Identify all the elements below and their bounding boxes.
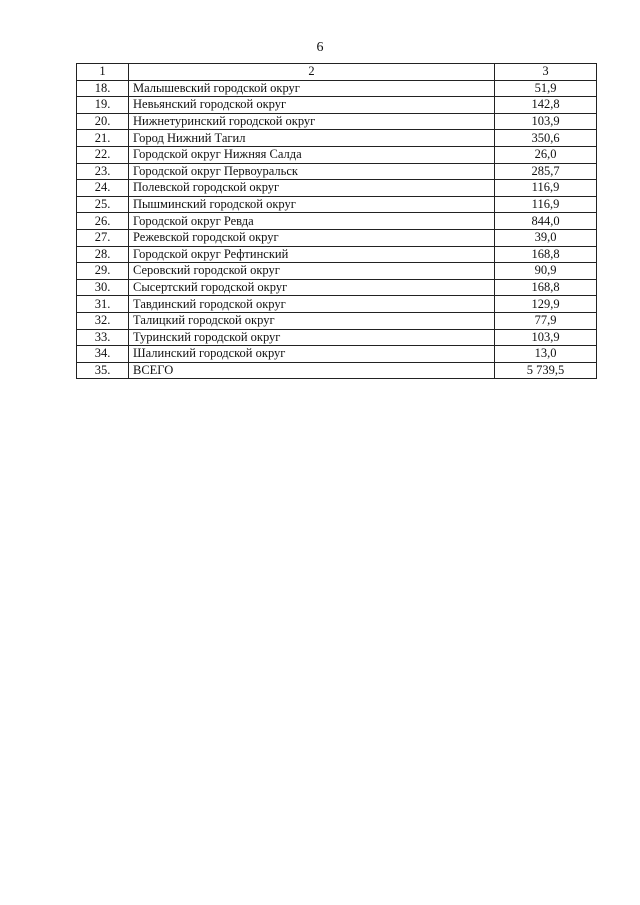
row-number-cell: 21.	[77, 130, 129, 147]
page-number: 6	[316, 40, 324, 55]
row-value-cell: 168,8	[495, 246, 597, 263]
row-value-cell: 168,8	[495, 279, 597, 296]
table-header-row	[77, 64, 597, 81]
row-number-cell: 30.	[77, 279, 129, 296]
table-row	[77, 163, 597, 180]
row-value-cell: 142,8	[495, 97, 597, 114]
row-number-cell: 35.	[77, 362, 129, 379]
row-name-cell: Сысертский городской округ	[129, 279, 495, 296]
row-number-cell: 23.	[77, 163, 129, 180]
row-number-cell: 26.	[77, 213, 129, 230]
table-row	[77, 346, 597, 363]
table-row	[77, 113, 597, 130]
table-row	[77, 329, 597, 346]
row-name-cell: Полевской городской округ	[129, 180, 495, 197]
table-row	[77, 312, 597, 329]
row-number-cell: 22.	[77, 146, 129, 163]
row-value-cell: 39,0	[495, 229, 597, 246]
header-cell-number: 1	[77, 64, 129, 81]
row-value-cell: 51,9	[495, 80, 597, 97]
row-name-cell: Шалинский городской округ	[129, 346, 495, 363]
table-row	[77, 146, 597, 163]
table-row	[77, 130, 597, 147]
row-value-cell: 5 739,5	[495, 362, 597, 379]
row-name-cell: Талицкий городской округ	[129, 312, 495, 329]
table-row	[77, 196, 597, 213]
table-row	[77, 229, 597, 246]
table-row	[77, 279, 597, 296]
row-number-cell: 28.	[77, 246, 129, 263]
row-number-cell: 19.	[77, 97, 129, 114]
row-number-cell: 29.	[77, 263, 129, 280]
row-number-cell: 18.	[77, 80, 129, 97]
row-number-cell: 33.	[77, 329, 129, 346]
row-number-cell: 31.	[77, 296, 129, 313]
table-row	[77, 213, 597, 230]
row-value-cell: 90,9	[495, 263, 597, 280]
table-row	[77, 97, 597, 114]
row-name-cell: ВСЕГО	[129, 362, 495, 379]
row-number-cell: 34.	[77, 346, 129, 363]
row-name-cell: Городской округ Рефтинский	[129, 246, 495, 263]
row-name-cell: Пышминский городской округ	[129, 196, 495, 213]
row-value-cell: 350,6	[495, 130, 597, 147]
row-name-cell: Тавдинский городской округ	[129, 296, 495, 313]
row-name-cell: Невьянский городской округ	[129, 97, 495, 114]
data-table	[76, 63, 597, 379]
table-row	[77, 246, 597, 263]
row-name-cell: Городской округ Нижняя Салда	[129, 146, 495, 163]
row-number-cell: 27.	[77, 229, 129, 246]
header-cell-name: 2	[129, 64, 495, 81]
row-value-cell: 116,9	[495, 196, 597, 213]
row-value-cell: 103,9	[495, 329, 597, 346]
row-name-cell: Малышевский городской округ	[129, 80, 495, 97]
row-name-cell: Туринский городской округ	[129, 329, 495, 346]
row-value-cell: 844,0	[495, 213, 597, 230]
table-row	[77, 180, 597, 197]
row-value-cell: 77,9	[495, 312, 597, 329]
row-number-cell: 32.	[77, 312, 129, 329]
row-value-cell: 285,7	[495, 163, 597, 180]
row-value-cell: 103,9	[495, 113, 597, 130]
table-row	[77, 80, 597, 97]
row-value-cell: 116,9	[495, 180, 597, 197]
row-name-cell: Серовский городской округ	[129, 263, 495, 280]
row-name-cell: Нижнетуринский городской округ	[129, 113, 495, 130]
row-value-cell: 26,0	[495, 146, 597, 163]
table-row	[77, 362, 597, 379]
header-cell-value: 3	[495, 64, 597, 81]
row-number-cell: 24.	[77, 180, 129, 197]
row-value-cell: 13,0	[495, 346, 597, 363]
row-name-cell: Городской округ Первоуральск	[129, 163, 495, 180]
row-number-cell: 25.	[77, 196, 129, 213]
row-name-cell: Город Нижний Тагил	[129, 130, 495, 147]
row-name-cell: Городской округ Ревда	[129, 213, 495, 230]
row-value-cell: 129,9	[495, 296, 597, 313]
table-row	[77, 296, 597, 313]
row-name-cell: Режевской городской округ	[129, 229, 495, 246]
table-row	[77, 263, 597, 280]
row-number-cell: 20.	[77, 113, 129, 130]
